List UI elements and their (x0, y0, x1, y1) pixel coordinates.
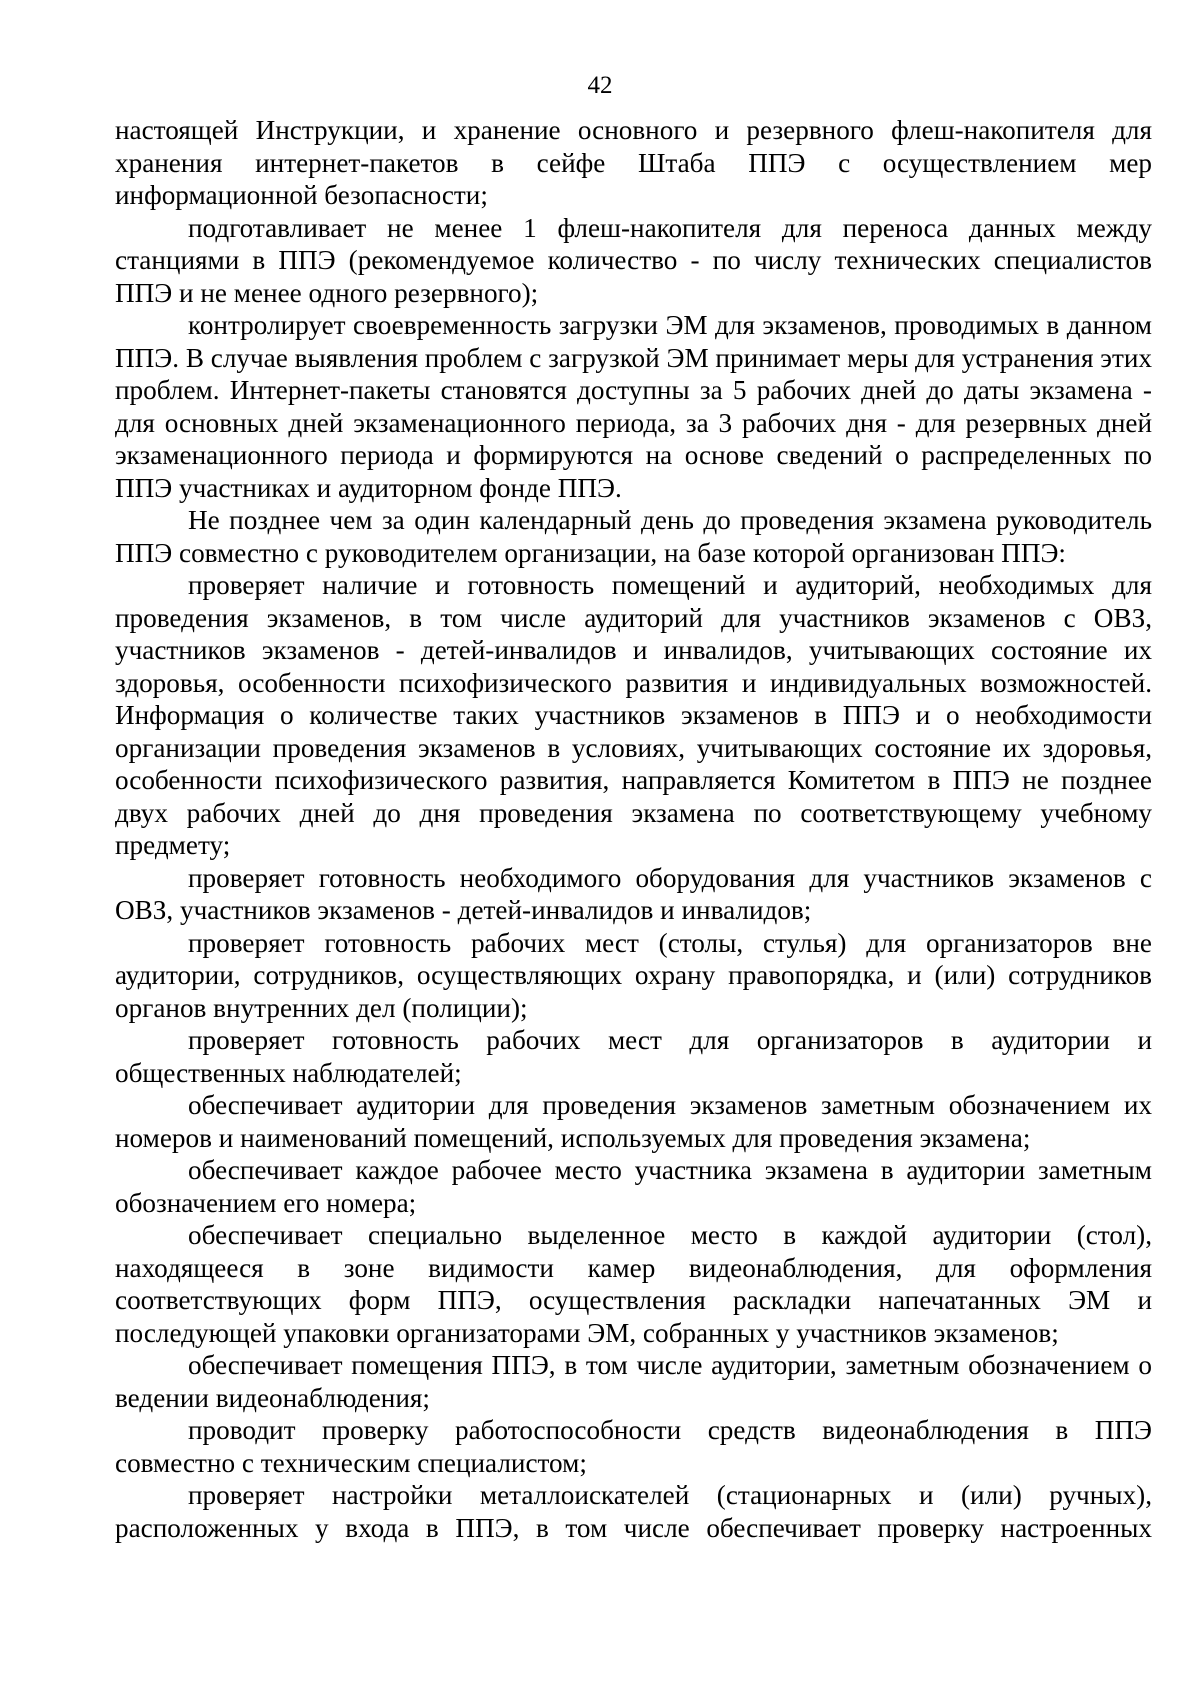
paragraph: проверяет наличие и готовность помещений и аудиторий, необходимых для проведения экзаменов, в том числе аудиторий для участников экзаменов с ОВЗ, участников экзаменов - детей-инвалидов и инвалидов, учитывающих состояние их здоровья, особенности психофизического развития и индивидуальных возможностей. Информация о количестве таких участников экзаменов в ППЭ и о необходимости организации проведения экзаменов в условиях, учитывающих состояние их здоровья, особенности психофизического развития, направляется Комитетом в ППЭ не позднее двух рабочих дней до дня проведения экзамена по соответствующему учебному предмету; (115, 570, 1152, 860)
paragraph: обеспечивает каждое рабочее место участника экзамена в аудитории заметным обозначением его номера; (115, 1155, 1152, 1218)
paragraph: Не позднее чем за один календарный день до проведения экзамена руководитель ППЭ совместно с руководителем организации, на базе которой организован ППЭ: (115, 505, 1152, 568)
paragraph: обеспечивает помещения ППЭ, в том числе аудитории, заметным обозначением о ведении видеонаблюдения; (115, 1350, 1152, 1413)
paragraph: проверяет готовность рабочих мест для организаторов в аудитории и общественных наблюдателей; (115, 1025, 1152, 1088)
paragraph: проверяет готовность рабочих мест (столы, стулья) для организаторов вне аудитории, сотрудников, осуществляющих охрану правопорядка, и (или) сотрудников органов внутренних дел (полиции); (115, 927, 1152, 1023)
paragraph: подготавливает не менее 1 флеш-накопителя для переноса данных между станциями в ППЭ (рекомендуемое количество - по числу технических специалистов ППЭ и не менее одного резервного); (115, 212, 1152, 308)
paragraph: обеспечивает аудитории для проведения экзаменов заметным обозначением их номеров и наименований помещений, используемых для проведения экзамена; (115, 1090, 1152, 1153)
paragraph: проводит проверку работоспособности средств видеонаблюдения в ППЭ совместно с техническим специалистом; (115, 1415, 1152, 1478)
paragraph: проверяет настройки металлоискателей (стационарных и (или) ручных), расположенных у входа в ППЭ, в том числе обеспечивает проверку настроенных (115, 1480, 1152, 1543)
paragraph: настоящей Инструкции, и хранение основного и резервного флеш-накопителя для хранения интернет-пакетов в сейфе Штаба ППЭ с осуществлением мер информационной безопасности; (115, 115, 1152, 210)
page-number: 42 (587, 72, 613, 99)
document-body (115, 114, 1152, 1544)
paragraph: обеспечивает специально выделенное место в каждой аудитории (стол), находящееся в зоне видимости камер видеонаблюдения, для оформления соответствующих форм ППЭ, осуществления раскладки напечатанных ЭМ и последующей упаковки организаторами ЭМ, собранных у участников экзаменов; (115, 1220, 1152, 1348)
paragraph: контролирует своевременность загрузки ЭМ для экзаменов, проводимых в данном ППЭ. В случае выявления проблем с загрузкой ЭМ принимает меры для устранения этих проблем. Интернет-пакеты становятся доступны за 5 рабочих дней до даты экзамена - для основных дней экзаменационного периода, за 3 рабочих дня - для резервных дней экзаменационного периода и формируются на основе сведений о распределенных по ППЭ участниках и аудиторном фонде ППЭ. (115, 310, 1152, 503)
paragraph: проверяет готовность необходимого оборудования для участников экзаменов с ОВЗ, участников экзаменов - детей-инвалидов и инвалидов; (115, 862, 1152, 925)
